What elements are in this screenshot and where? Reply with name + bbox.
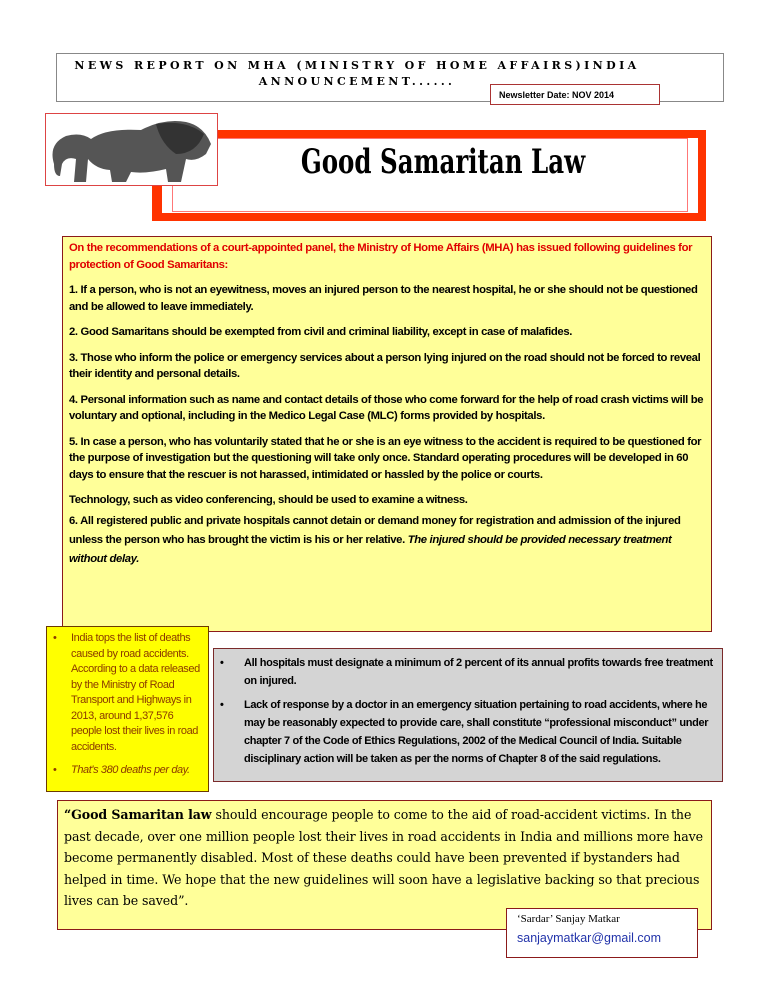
- stat-bullet: [53, 763, 204, 779]
- guideline-technology: Technology, such as video conferencing, should be used to examine a witness.: [69, 494, 468, 506]
- hospital-rules-box: [213, 648, 723, 782]
- page-title: Good Samaritan Law: [300, 142, 586, 182]
- guideline-4: 4. Personal information such as name and contact details of those who come forward for the help of road crash victims will be voluntary and optional, including in the Medico Legal Case (MLC) forms provided by hospitals.: [69, 393, 704, 422]
- bullet-icon: •: [53, 632, 57, 644]
- newsletter-date: Newsletter Date: NOV 2014: [490, 84, 660, 105]
- lion-emblem-icon: [45, 113, 218, 186]
- bullet-icon: •: [220, 657, 224, 669]
- stat-bullet: [53, 631, 204, 755]
- header-title: NEWS REPORT ON MHA (MINISTRY OF HOME AFFAIRS)INDIA ANNOUNCEMENT......: [74, 59, 640, 88]
- guideline-6-italic: The injured should be provided necessary treatment without delay.: [69, 533, 672, 565]
- rule-bullet: [220, 654, 714, 690]
- guideline-2: 2. Good Samaritans should be exempted from civil and criminal liability, except in case of malafides.: [69, 326, 573, 338]
- guideline-6-text: 6. All registered public and private hospitals cannot detain or demand money for registration and admission of the injured unless the person who has brought the victim is his or her relative.: [69, 514, 681, 546]
- guideline-5: 5. In case a person, who has voluntarily stated that he or she is an eye witness to the accident is required to be questioned for the purpose of investigation but the questioning will take only once. Standard operating procedures will be developed in 60 days to ensure that the rescuer is not harassed, intimidated or hassled by the police or courts.: [69, 435, 702, 481]
- stat-text: India tops the list of deaths caused by road accidents. According to a data released by the Ministry of Road Transport and Highways in 2013, around 1,37,576 people lost their lives in road accidents.: [71, 632, 200, 753]
- quote-bold: “Good Samaritan law: [64, 807, 212, 822]
- guideline-6: [69, 512, 705, 569]
- signature-box: [506, 908, 698, 958]
- author-email[interactable]: sanjaymatkar@gmail.com: [517, 931, 661, 945]
- guideline-3: 3. Those who inform the police or emergency services about a person lying injured on the road should not be forced to reveal their identity and personal details.: [69, 351, 701, 380]
- rule-bullet: [220, 696, 714, 768]
- quote-text: should encourage people to come to the aid of road-accident victims. In the past decade, over one million people lost their lives in road accidents in India and millions more have become permanently disabled. Most of these deaths could have been prevented if bystanders had helped in time. We hope that the new guidelines will soon have a legislative backing so that precious lives can be saved”.: [64, 807, 704, 908]
- stat-text: That's 380 deaths per day.: [71, 764, 190, 776]
- guidelines-intro: On the recommendations of a court-appointed panel, the Ministry of Home Affairs (MHA) has issued following guidelines for protection of Good Samaritans:: [69, 242, 693, 271]
- rule-text: All hospitals must designate a minimum of 2 percent of its annual profits towards free treatment on injured.: [244, 657, 713, 687]
- statistics-sidebar: [46, 626, 209, 792]
- bullet-icon: •: [53, 764, 57, 776]
- rule-text: Lack of response by a doctor in an emergency situation pertaining to road accidents, where he may be reasonably expected to provide care, shall constitute “professional misconduct” under chapter 7 of the Code of Ethics Regulations, 2002 of the Medical Council of India. Suitable disciplinary action will be taken as per the norms of Chapter 8 of the said regulations.: [244, 699, 709, 765]
- author-name: ‘Sardar’ Sanjay Matkar: [517, 913, 620, 925]
- bullet-icon: •: [220, 699, 224, 711]
- guidelines-box: [62, 236, 712, 632]
- guideline-1: 1. If a person, who is not an eyewitness, moves an injured person to the nearest hospital, he or she should not be questioned and be allowed to leave immediately.: [69, 284, 698, 313]
